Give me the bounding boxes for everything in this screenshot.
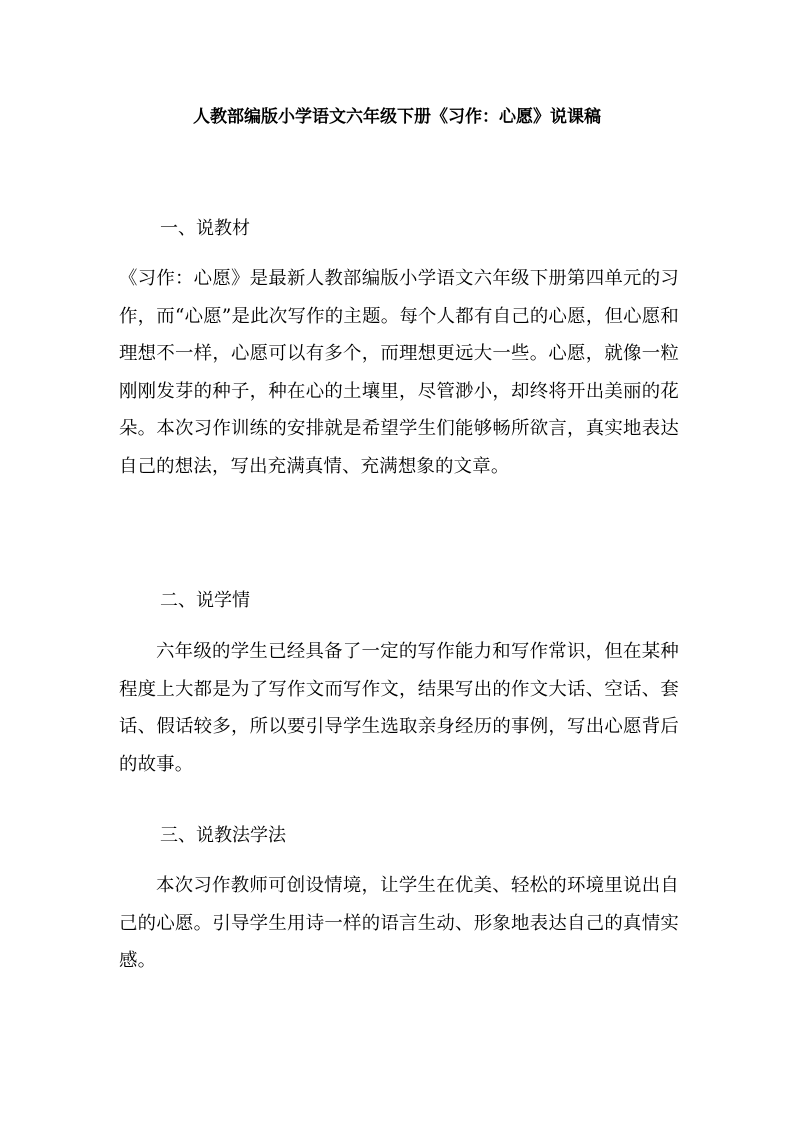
section-paragraph-student-situation: 六年级的学生已经具备了一定的写作能力和写作常识，但在某种程度上大都是为了写作文而写作文，结果写出的作文大话、空话、套话、假话较多，所以要引导学生选取亲身经历的事例，写出心愿背后的故事。 <box>119 641 679 775</box>
section-heading-student-situation: 二、说学情 <box>160 590 250 611</box>
section-heading-teaching-methods: 三、说教法学法 <box>160 825 286 846</box>
document-title: 人教部编版小学语文六年级下册《习作：心愿》说课稿 <box>193 107 601 127</box>
section-paragraph-teaching-material: 《习作：心愿》是最新人教部编版小学语文六年级下册第四单元的习作，而“心愿”是此次写作的主题。每个人都有自己的心愿，但心愿和理想不一样，心愿可以有多个，而理想更远大一些。心愿，就像一粒刚刚发芽的种子，种在心的土壤里，尽管渺小，却终将开出美丽的花朵。本次习作训练的安排就是希望学生们能够畅所欲言，真实地表达自己的想法，写出充满真情、充满想象的文章。 <box>119 268 679 477</box>
section-heading-teaching-material: 一、说教材 <box>160 218 250 239</box>
section-paragraph-teaching-methods: 本次习作教师可创设情境，让学生在优美、轻松的环境里说出自己的心愿。引导学生用诗一样的语言生动、形象地表达自己的真情实感。 <box>119 875 679 971</box>
